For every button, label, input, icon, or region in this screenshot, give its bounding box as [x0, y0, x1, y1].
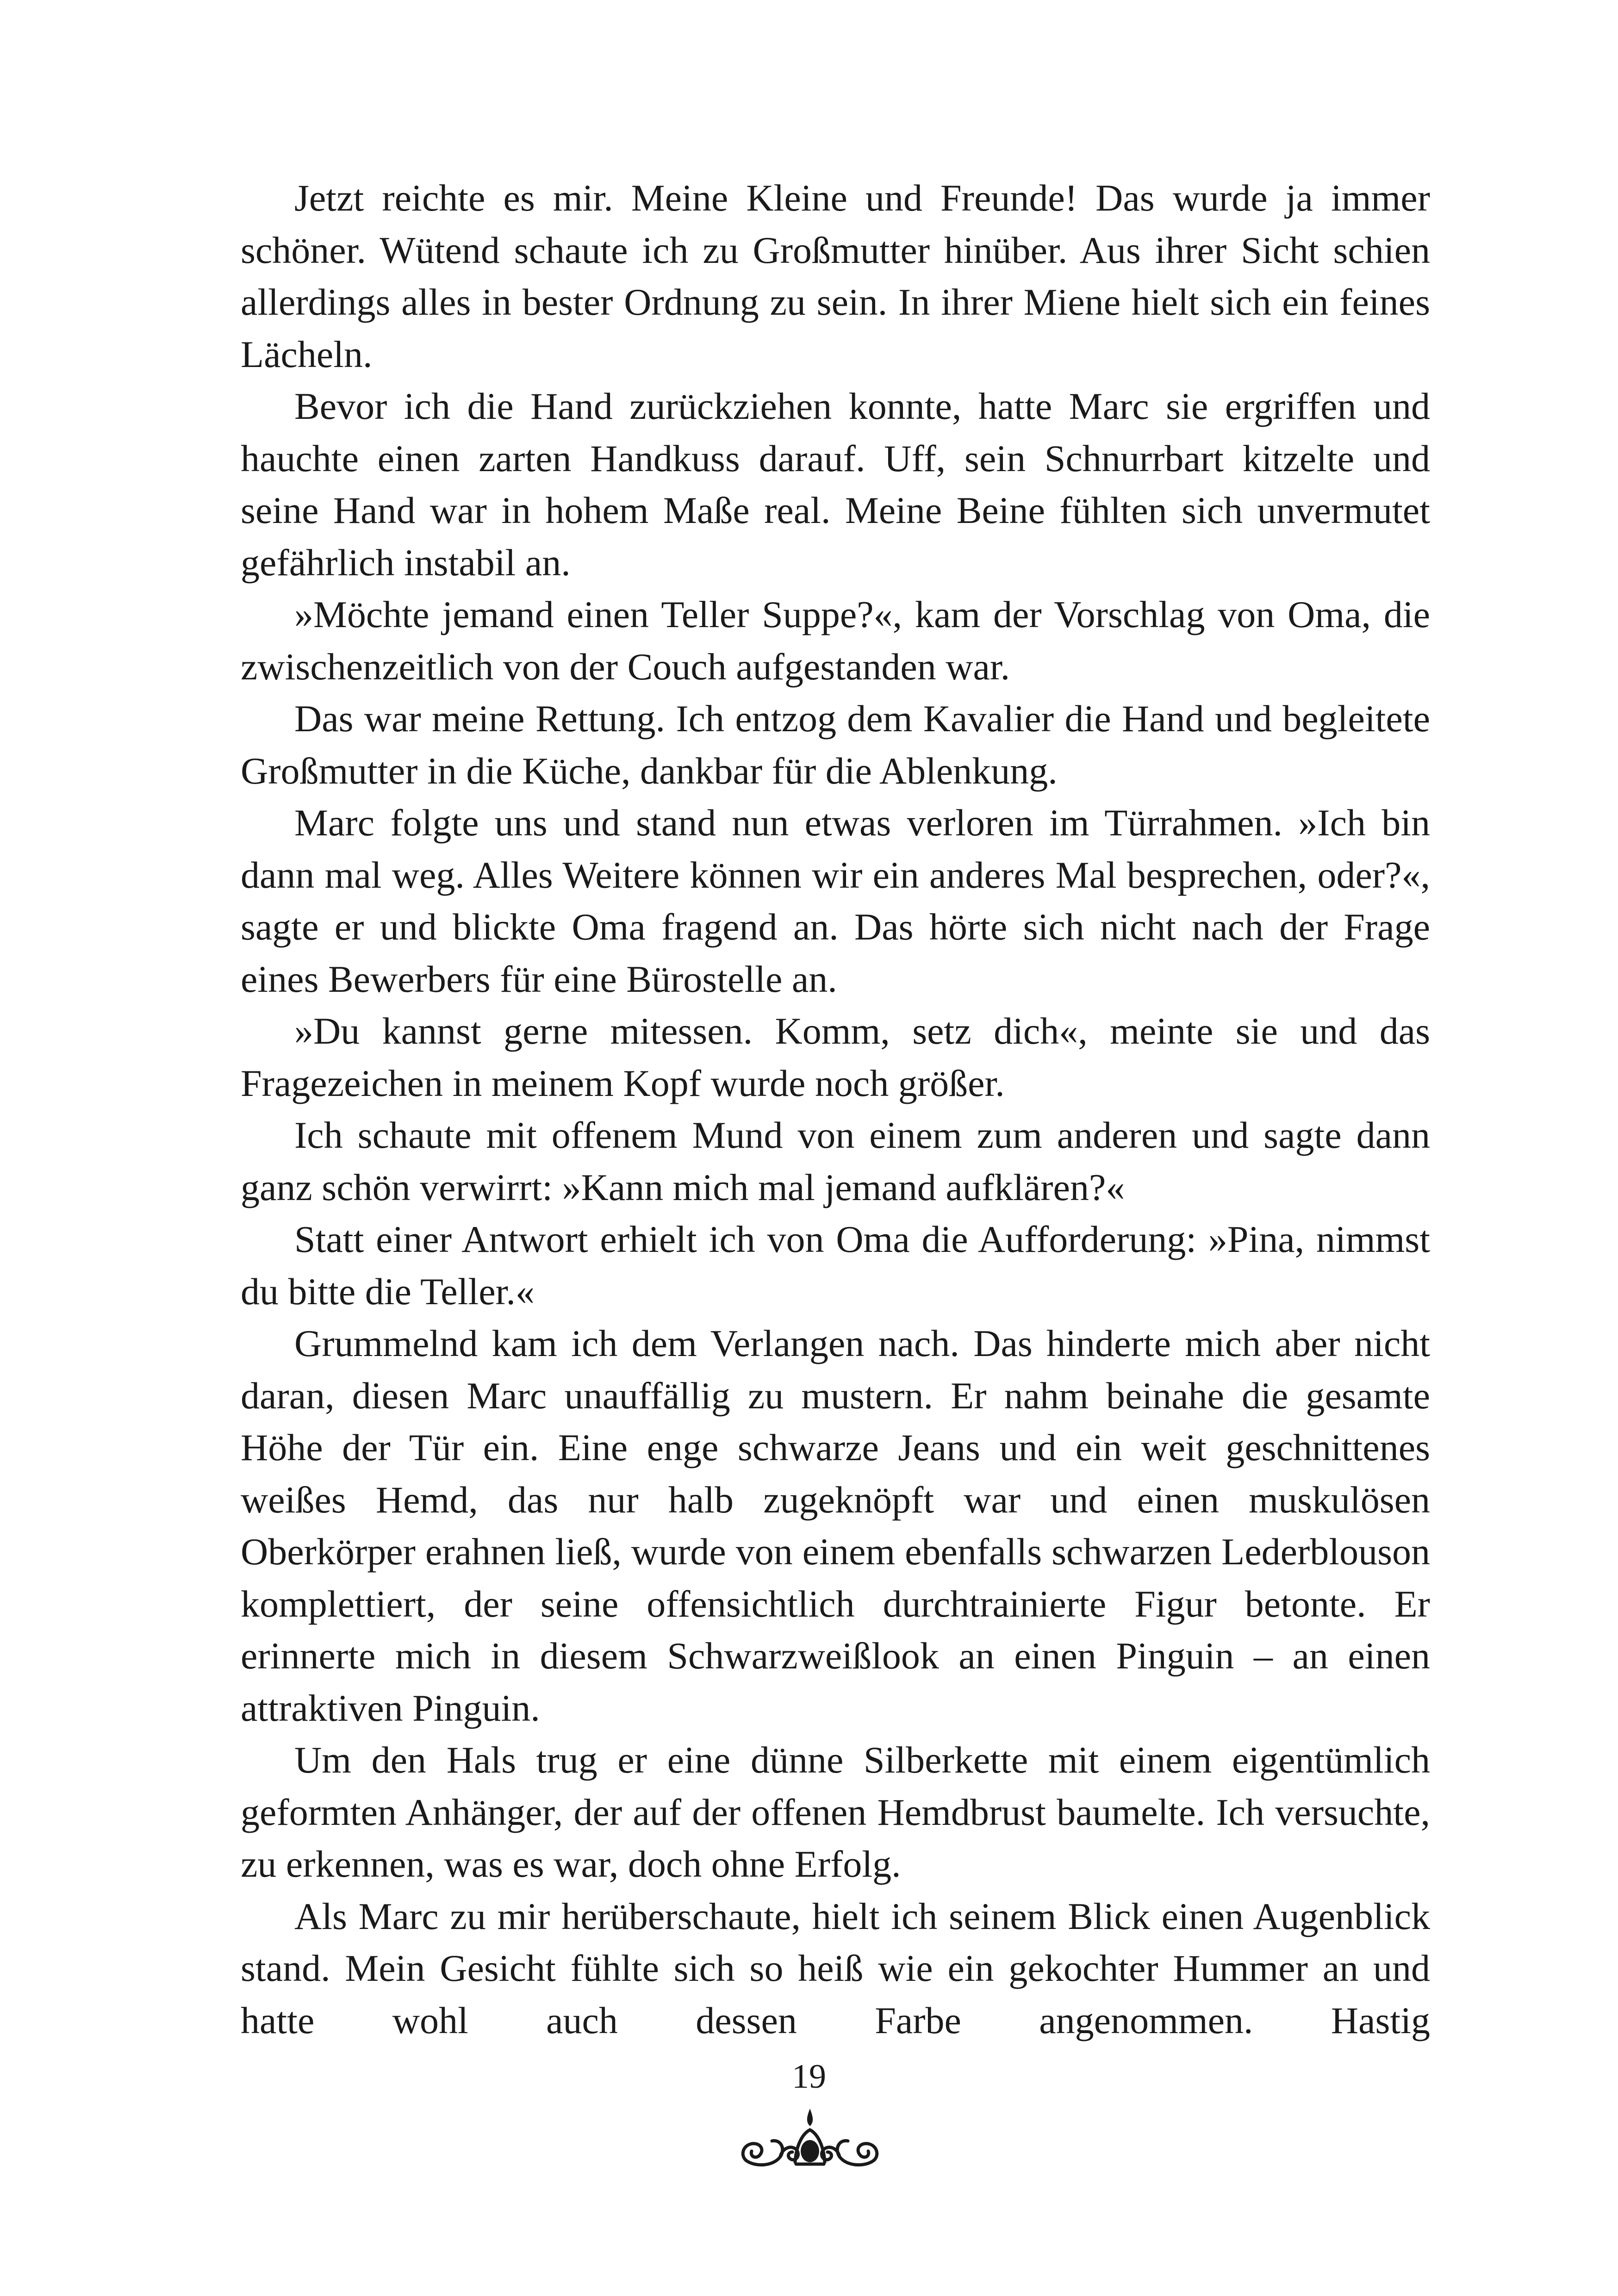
- paragraph: »Möchte jemand einen Teller Suppe?«, kam der Vorschlag von Oma, die zwischenzeitlich von der Couch aufgestanden war.: [241, 593, 1430, 688]
- paragraph: Jetzt reichte es mir. Meine Kleine und Freunde! Das wurde ja immer schöner. Wütend schaute ich zu Großmutter hinüber. Aus ihrer Sicht schien allerdings alles in bester Ordnung zu sein. In ihrer Miene hielt sich ein feines Lächeln.: [241, 177, 1430, 375]
- body-text: [241, 172, 1430, 2047]
- paragraph: Als Marc zu mir herüberschaute, hielt ich seinem Blick einen Augenblick stand. Mein Gesicht fühlte sich so heiß wie ein gekochter Hummer an und hatte wohl auch dessen Farbe angenommen. Hastig: [241, 1895, 1430, 2041]
- paragraph: Bevor ich die Hand zurückziehen konnte, hatte Marc sie ergriffen und hauchte einen zarten Handkuss darauf. Uff, sein Schnurrbart kitzelte und seine Hand war in hohem Maße real. Meine Beine fühlten sich unvermutet gefährlich instabil an.: [241, 385, 1430, 584]
- page-number: 19: [792, 2058, 826, 2096]
- paragraph: Statt einer Antwort erhielt ich von Oma die Aufforderung: »Pina, nimmst du bitte die Teller.«: [241, 1218, 1430, 1313]
- paragraph: Das war meine Rettung. Ich entzog dem Kavalier die Hand und begleitete Großmutter in die Küche, dankbar für die Ablenkung.: [241, 697, 1430, 792]
- paragraph: Ich schaute mit offenem Mund von einem zum anderen und sagte dann ganz schön verwirrt: »Kann mich mal jemand aufklären?«: [241, 1114, 1430, 1208]
- paragraph: Um den Hals trug er eine dünne Silberkette mit einem eigentümlich geformten Anhänger, der auf der offenen Hemdbrust baumelte. Ich versuchte, zu erkennen, was es war, doch ohne Erfolg.: [241, 1739, 1430, 1885]
- swirl-ornament-icon: [736, 2099, 884, 2173]
- paragraph: Marc folgte uns und stand nun etwas verloren im Türrahmen. »Ich bin dann mal weg. Alles Weitere können wir ein anderes Mal besprechen, oder?«, sagte er und blickte Oma fragend an. Das hörte sich nicht nach der Frage eines Bewerbers für eine Bürostelle an.: [241, 802, 1430, 1000]
- paragraph: Grummelnd kam ich dem Verlangen nach. Das hinderte mich aber nicht daran, diesen Marc unauffällig zu mustern. Er nahm beinahe die gesamte Höhe der Tür ein. Eine enge schwarze Jeans und ein weit geschnittenes weißes Hemd, das nur halb zugeknöpft war und einen muskulösen Oberkörper erahnen ließ, wurde von einem ebenfalls schwarzen Lederblouson komplettiert, der seine offensichtlich durchtrainierte Figur betonte. Er erinnerte mich in diesem Schwarzweißlook an einen Pinguin – an einen attraktiven Pinguin.: [241, 1322, 1430, 1729]
- paragraph: »Du kannst gerne mitessen. Komm, setz dich«, meinte sie und das Fragezeichen in meinem Kopf wurde noch größer.: [241, 1010, 1430, 1104]
